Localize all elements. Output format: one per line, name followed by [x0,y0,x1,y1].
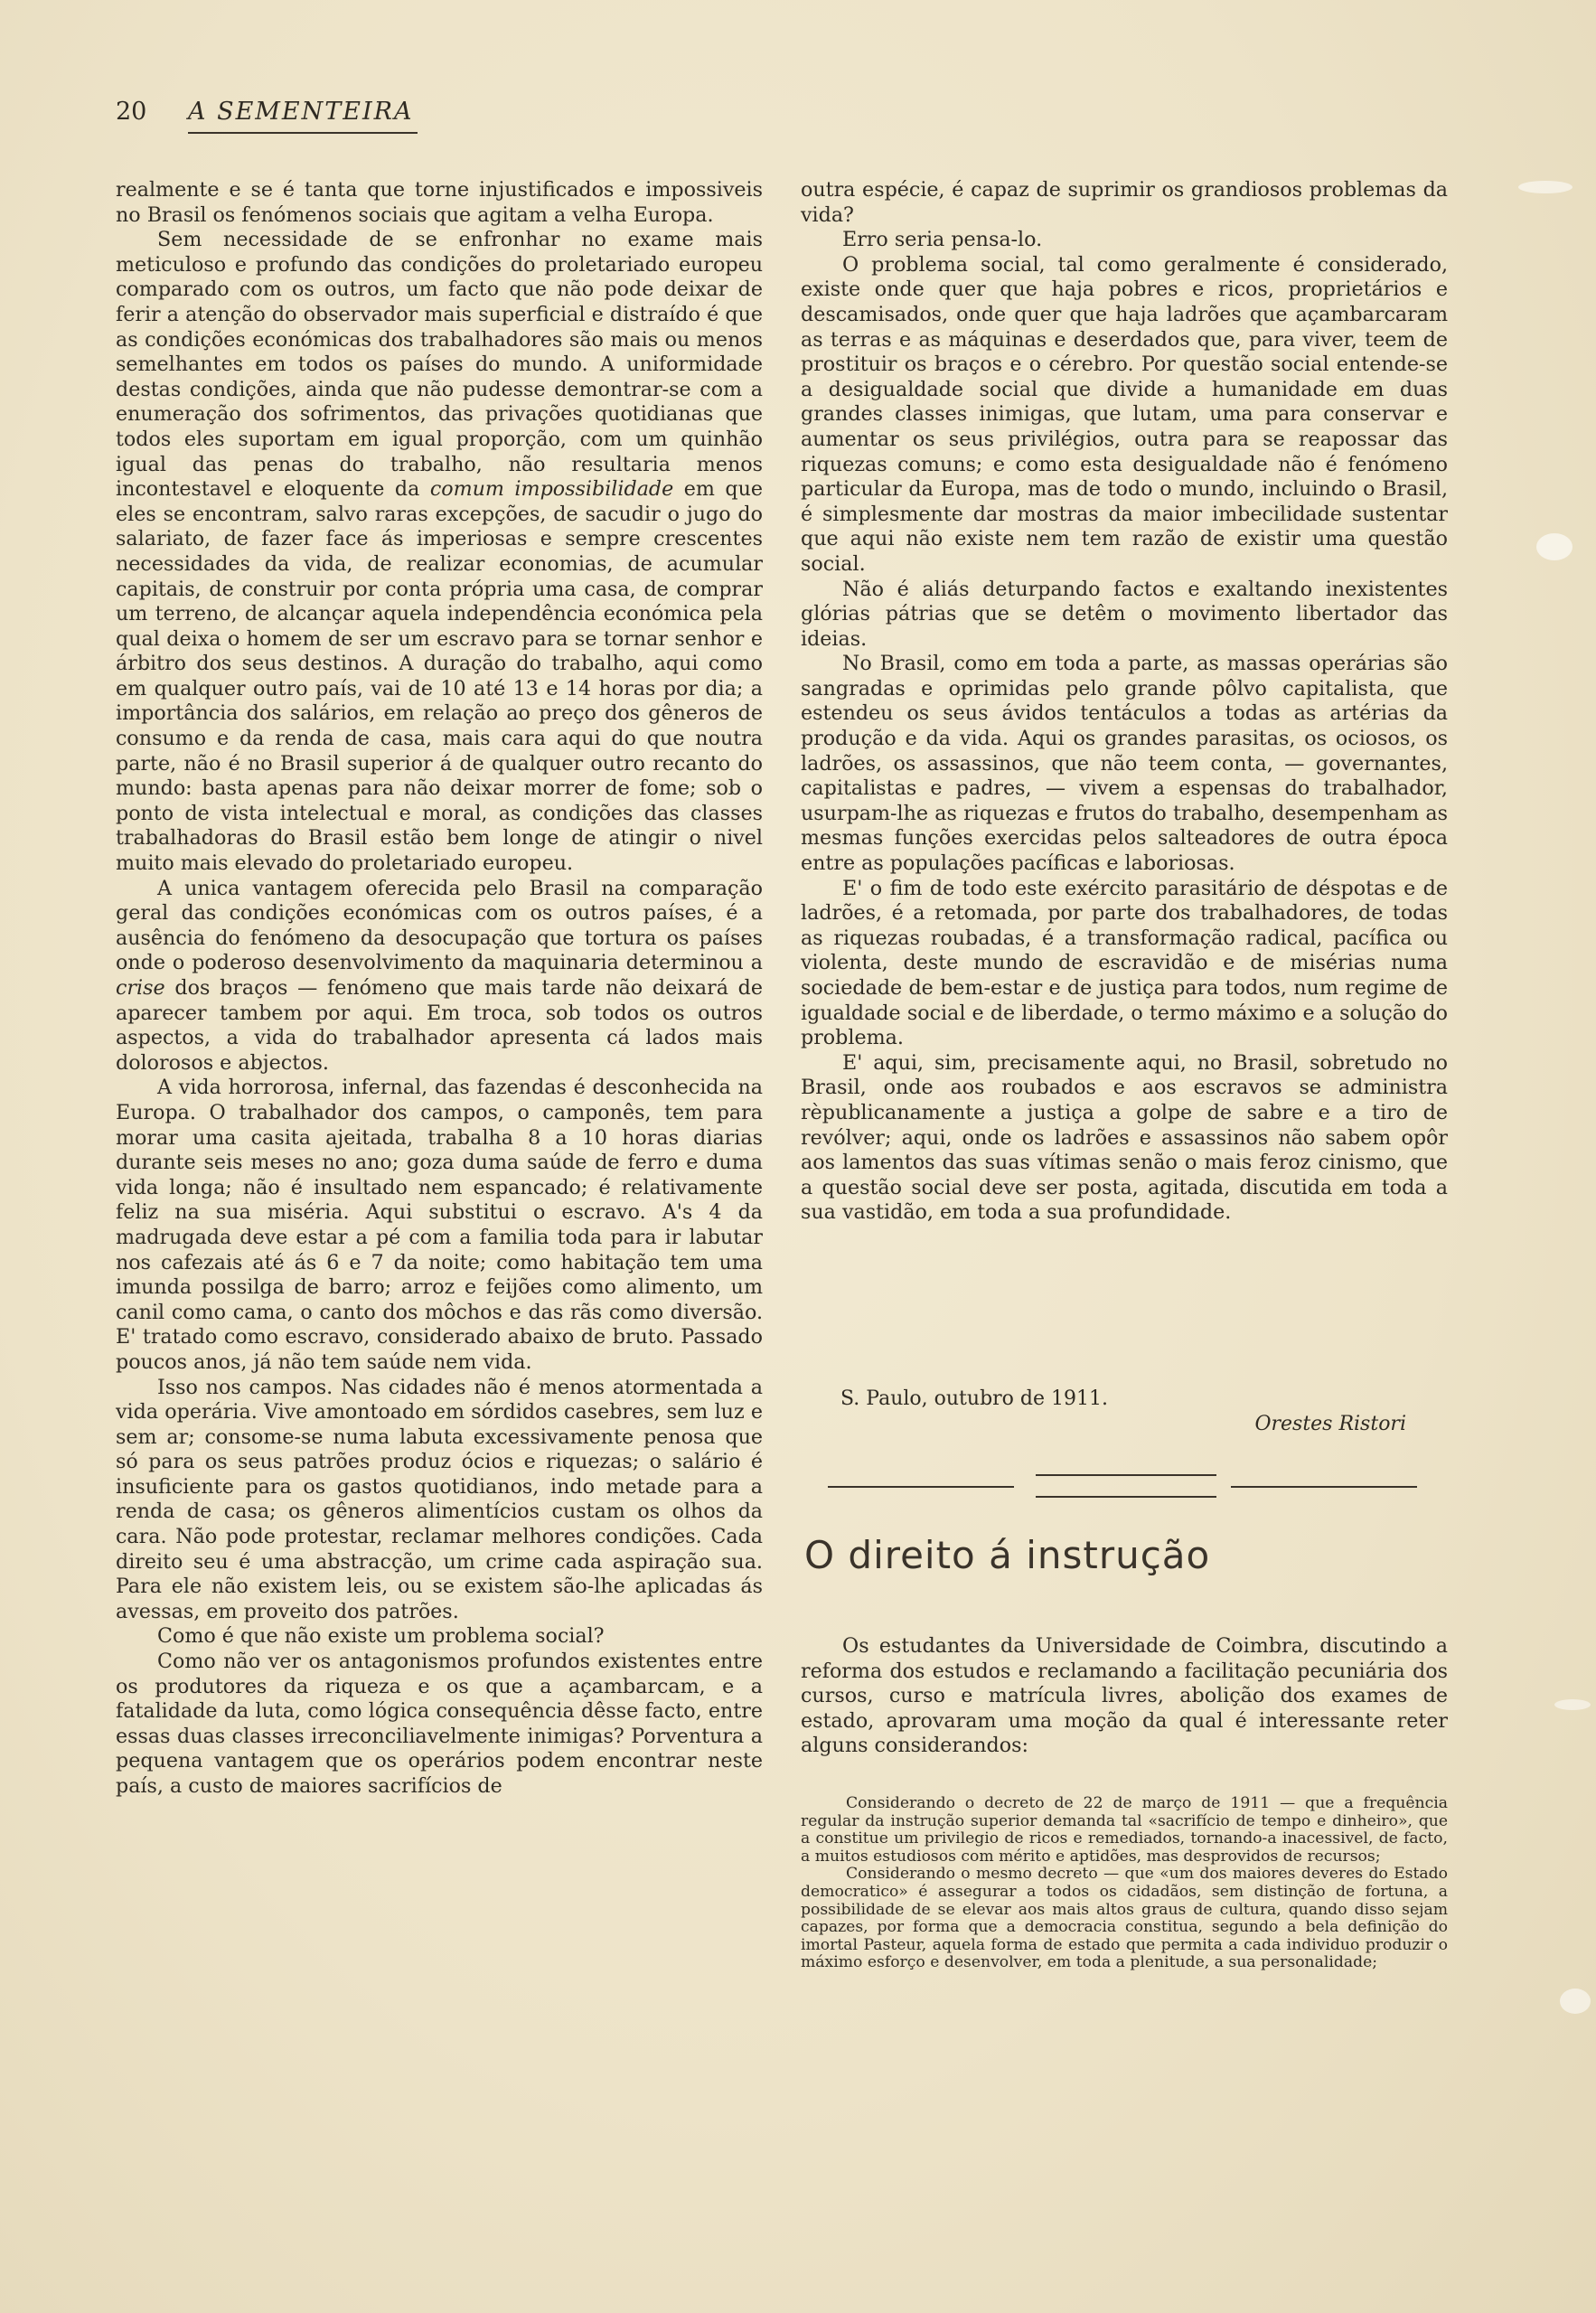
paper-stain [1560,1989,1591,2014]
paragraph: Erro seria pensa-lo. [842,228,1043,252]
quote-paragraph: Considerando o mesmo decreto — que «um dos maiores deveres do Estado democratico» é assegurar a todos os cidadãos, sem distinção de fortuna, a possibilidade de se elevar aos mais altos graus de cultura, quando disso sejam capazes, por forma que a democracia constitua, segundo a bela definição do imortal Pasteur, aquela forma de estado que permita a cada individuo produzir o máximo esforço e desenvolver, em toda a plenitude, a sua personalidade; [801,1865,1448,1972]
paragraph: A unica vantagem oferecida pelo Brasil na comparação geral das condições económicas com os outros países, é a ausência do fenómeno da desocupação que tortura os países onde o poderoso desenvolvimento da maquinaria determinou a crise dos braços — fenómeno que mais tarde não deixará de aparecer tambem por aqui. Em troca, sob todos os outros aspectos, a vida do trabalhador apresenta cá lados mais dolorosos e abjectos. [116,876,764,1075]
section-divider [1036,1474,1216,1476]
paragraph: Como é que não existe um problema social? [157,1624,605,1649]
section-divider [1036,1496,1216,1498]
quoted-motion [801,1795,1448,1972]
article-column-left [116,178,763,1800]
section-divider [828,1486,1014,1488]
page-number: 20 [116,98,147,126]
paper-stain [1518,181,1573,193]
section-divider [1231,1486,1417,1488]
quote-paragraph: Considerando o decreto de 22 de março de 1911 — que a frequência regular da instrução superior demanda tal «sacrifício de tempo e dinheiro», que a constitue um privilegio de ricos e remediados, tornando-a inacessivel, de facto, a muitos estudiosos com mérito e aptidões, mas desprovidos de recursos; [801,1794,1448,1866]
paragraph: Não é aliás deturpando factos e exaltando inexistentes glórias pátrias que se detêm o movimento libertador das ideias. [801,577,1448,651]
paragraph: E' aqui, sim, precisamente aqui, no Brasil, sobretudo no Brasil, onde aos roubados e aos escravos se administra rèpublicanamente a justiça a golpe de sabre e a tiro de revólver; aqui, onde os ladrões e assassinos não sabem opôr aos lamentos das suas vítimas senão o mais feroz cinismo, que a questão social deve ser posta, agitada, discutida em toda a sua vastidão, em toda a sua profundidade. [801,1050,1448,1225]
article-intro [801,1634,1448,1759]
paragraph: Sem necessidade de se enfronhar no exame mais meticuloso e profundo das condições do proletariado europeu comparado com os outros, um facto que não pode deixar de ferir a atenção do observador mais superficial e distraído é que as condições económicas dos trabalhadores são mais ou menos semelhantes em todos os países do mundo. A uniformidade destas condições, ainda que não pudesse demontrar-se com a enumeração dos sofrimentos, das privações quotidianas que todos eles suportam em igual proporção, com um quinhão igual das penas do trabalho, não resultaria menos incontestavel e eloquente da comum impossibilidade em que eles se encontram, salvo raras excepções, de sacudir o jugo do salariato, de fazer face ás imperiosas e sempre crescentes necessidades da vida, de realizar economias, de acumular capitais, de construir por conta própria uma casa, de comprar um terreno, de alcançar aquela independência económica pela qual deixa o homem de ser um escravo para se tornar senhor e árbitro dos seus destinos. A duração do trabalho, aqui como em qualquer outro país, vai de 10 até 13 e 14 horas por dia; a importância dos salários, em relação ao preço dos gêneros de consumo e da renda de casa, mais cara aqui do que noutra parte, não é no Brasil superior á de qualquer outro recanto do mundo: basta apenas para não deixar morrer de fome; sob o ponto de vista intelectual e moral, as condições das classes trabalhadoras do Brasil estão bem longe de atingir o nivel muito mais elevado do proletariado europeu. [116,228,764,876]
author-signature: Orestes Ristori [1254,1413,1406,1435]
article-title: O direito á instrução [804,1533,1211,1577]
paragraph: E' o fim de todo este exército parasitário de déspotas e de ladrões, é a retomada, por parte dos trabalhadores, de todas as riquezas roubadas, é a transformação radical, pacífica ou violenta, deste mundo de escravidão e de misérias numa sociedade de bem-estar e de justiça para todos, num regime de igualdade social e de liberdade, o termo máximo e a solução do problema. [801,876,1448,1050]
place-date: S. Paulo, outubro de 1911. [840,1387,1108,1410]
paragraph: Os estudantes da Universidade de Coimbra, discutindo a reforma dos estudos e reclamando a facilitação pecuniária dos cursos, curso e matrícula livres, abolição dos exames de estado, aprovaram uma moção da qual é interessante reter alguns considerandos: [801,1634,1448,1758]
page-header [116,98,418,136]
paragraph: A vida horrorosa, infernal, das fazendas é desconhecida na Europa. O trabalhador dos campos, o camponês, tem para morar uma casita ajeitada, trabalha 8 a 10 horas diarias durante seis meses no ano; goza duma saúde de ferro e duma vida longa; não é insultado nem espancado; é relativamente feliz na sua miséria. Aqui substitui o escravo. A's 4 da madrugada deve estar a pé com a familia toda para ir labutar nos cafezais até ás 6 e 7 da noite; como habitação tem uma imunda possilga de barro; arroz e feijões como alimento, um canil como cama, o canto dos môchos e das rãs como diversão. E' tratado como escravo, considerado abaixo de bruto. Passado poucos anos, já não tem saúde nem vida. [116,1076,763,1374]
paragraph: Como não ver os antagonismos profundos existentes entre os produtores da riqueza e os que a açambarcam, e a fatalidade da luta, como lógica consequência dêsse facto, entre essas duas classes irreconciliavelmente inimigas? Porventura a pequena vantagem que os operários podem encontrar neste país, a custo de maiores sacrifícios de [116,1650,763,1798]
paragraph: outra espécie, é capaz de suprimir os grandiosos problemas da vida? [801,178,1448,227]
paper-stain [1554,1699,1591,1710]
journal-title: A SEMENTEIRA [188,98,414,126]
italic-phrase: crise [116,976,165,1000]
paragraph: Isso nos campos. Nas cidades não é menos atormentada a vida operária. Vive amontoado em sórdidos casebres, sem luz e sem ar; consome-se numa labuta excessivamente penosa que só para os seus patrões produz ócios e riquezas; o salário é insuficiente para os gastos quotidianos, indo metade para a renda de casa; os gêneros alimentícios custam os olhos da cara. Não pode protestar, reclamar melhores condições. Cada direito seu é uma abstracção, um crime cada aspiração sua. Para ele não existem leis, ou se existem são-lhe aplicadas ás avessas, em proveito dos patrões. [116,1375,763,1623]
paragraph: realmente e se é tanta que torne injustificados e impossiveis no Brasil os fenómenos sociais que agitam a velha Europa. [116,178,763,227]
paper-stain [1536,533,1573,560]
paragraph: O problema social, tal como geralmente é considerado, existe onde quer que haja pobres e ricos, proprietários e descamisados, onde quer que haja ladrões que açambarcaram as terras e as máquinas e deserdados que, para viver, teem de prostituir os braços e o cérebro. Por questão social entende-se a desigualdade social que divide a humanidade em duas grandes classes inimigas, que lutam, uma para conservar e aumentar os seus privilégios, outra para se reapossar das riquezas comuns; e como esta desigualdade não é fenómeno particular da Europa, mas de todo o mundo, incluindo o Brasil, é simplesmente dar mostras da maior imbecilidade sustentar que aqui não existe nem tem razão de existir uma questão social. [801,252,1448,576]
article-column-right [801,178,1448,1226]
italic-phrase: comum impossibilidade [429,477,674,502]
paragraph: No Brasil, como em toda a parte, as massas operárias são sangradas e oprimidas pelo grande pôlvo capitalista, que estendeu os seus ávidos tentáculos a todas as artérias da produção e da vida. Aqui os grandes parasitas, os ociosos, os ladrões, os assassinos, que não teem conta, — governantes, capitalistas e padres, — vivem a espensas do trabalhador, usurpam-lhe as riquezas e frutos do trabalho, desempenham as mesmas funções exercidas pelos salteadores de outra época entre as populações pacíficas e laboriosas. [801,652,1448,876]
header-rule [188,132,418,134]
